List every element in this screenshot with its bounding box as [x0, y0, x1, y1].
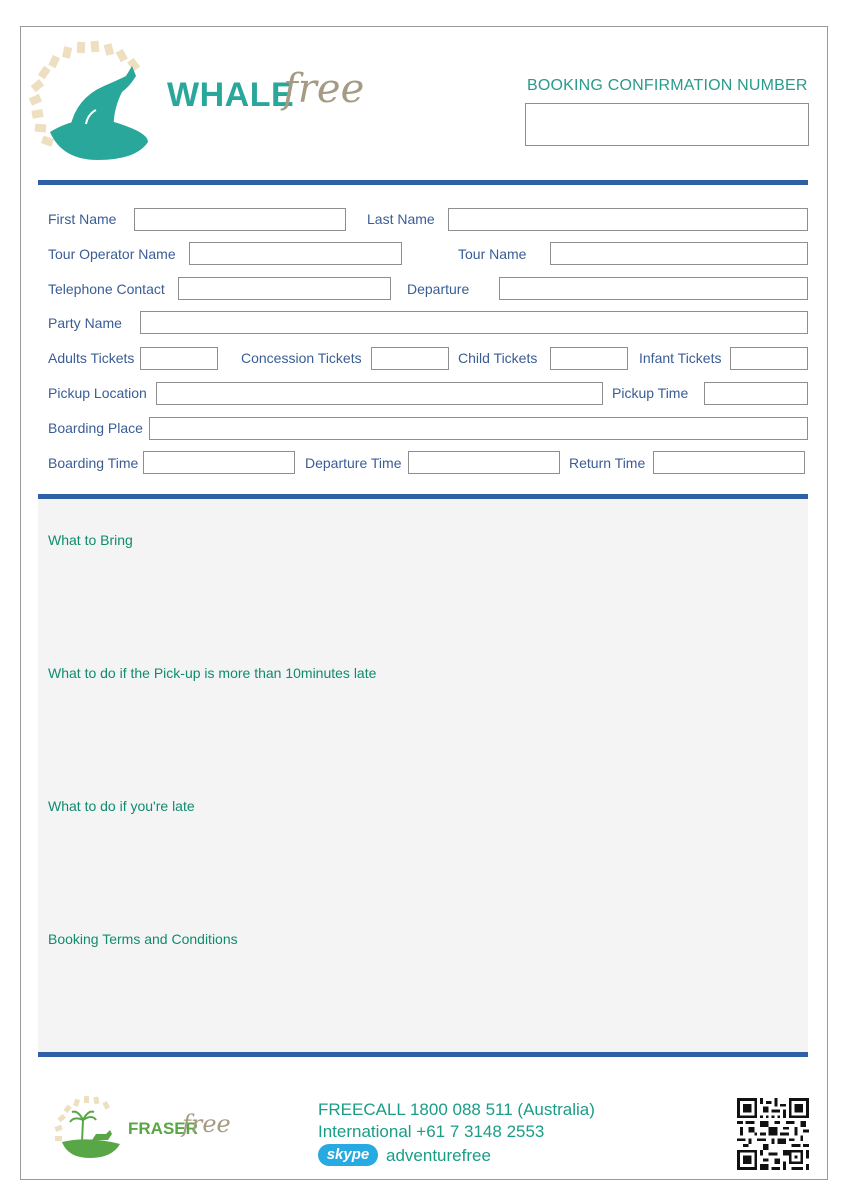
brand-script: free — [283, 66, 365, 112]
information-panel — [38, 499, 808, 1053]
adults-tickets-field[interactable] — [140, 347, 218, 370]
last-name-field[interactable] — [448, 208, 808, 231]
departure-time-field[interactable] — [408, 451, 560, 474]
first-name-field[interactable] — [134, 208, 346, 231]
boarding-place-label: Boarding Place — [48, 420, 143, 436]
return-time-label: Return Time — [569, 455, 646, 471]
skype-icon: skype — [318, 1144, 378, 1166]
tour-name-field[interactable] — [550, 242, 808, 265]
return-time-field[interactable] — [653, 451, 805, 474]
divider-top — [38, 180, 808, 185]
fraser-logo-icon — [52, 1096, 124, 1160]
tour-name-label: Tour Name — [458, 246, 527, 262]
departure-label: Departure — [407, 281, 470, 297]
infant-tickets-label: Infant Tickets — [639, 350, 722, 366]
pickup-time-field[interactable] — [704, 382, 808, 405]
what-to-bring-heading: What to Bring — [48, 532, 133, 548]
fraser-brand-script: free — [182, 1110, 231, 1138]
freecall-number: FREECALL 1800 088 511 (Australia) — [318, 1100, 595, 1119]
child-tickets-field[interactable] — [550, 347, 628, 370]
international-number: International +61 7 3148 2553 — [318, 1122, 545, 1141]
terms-heading: Booking Terms and Conditions — [48, 931, 238, 947]
child-tickets-label: Child Tickets — [458, 350, 538, 366]
telephone-contact-label: Telephone Contact — [48, 281, 165, 297]
last-name-label: Last Name — [367, 211, 435, 227]
party-name-field[interactable] — [140, 311, 808, 334]
booking-confirmation-field[interactable] — [525, 103, 809, 146]
whale-logo-icon — [26, 40, 156, 162]
pickup-time-label: Pickup Time — [612, 385, 689, 401]
infant-tickets-field[interactable] — [730, 347, 808, 370]
you-late-heading: What to do if you're late — [48, 798, 195, 814]
divider-bottom — [38, 1052, 808, 1057]
pickup-late-heading: What to do if the Pick-up is more than 10minutes late — [48, 665, 377, 681]
adults-tickets-label: Adults Tickets — [48, 350, 135, 366]
first-name-label: First Name — [48, 211, 117, 227]
departure-field[interactable] — [499, 277, 808, 300]
concession-tickets-field[interactable] — [371, 347, 449, 370]
party-name-label: Party Name — [48, 315, 122, 331]
departure-time-label: Departure Time — [305, 455, 402, 471]
fraser-brand-name: FRASER — [128, 1119, 198, 1138]
telephone-contact-field[interactable] — [178, 277, 391, 300]
booking-confirmation-label: BOOKING CONFIRMATION NUMBER — [527, 77, 808, 94]
boarding-time-field[interactable] — [143, 451, 295, 474]
boarding-time-label: Boarding Time — [48, 455, 139, 471]
tour-operator-name-field[interactable] — [189, 242, 402, 265]
brand-name: WHALE — [167, 76, 295, 114]
tour-operator-name-label: Tour Operator Name — [48, 246, 176, 262]
skype-username: adventurefree — [386, 1146, 491, 1165]
boarding-place-field[interactable] — [149, 417, 808, 440]
pickup-location-label: Pickup Location — [48, 385, 147, 401]
qr-code-icon — [737, 1098, 809, 1170]
concession-tickets-label: Concession Tickets — [241, 350, 362, 366]
pickup-location-field[interactable] — [156, 382, 603, 405]
